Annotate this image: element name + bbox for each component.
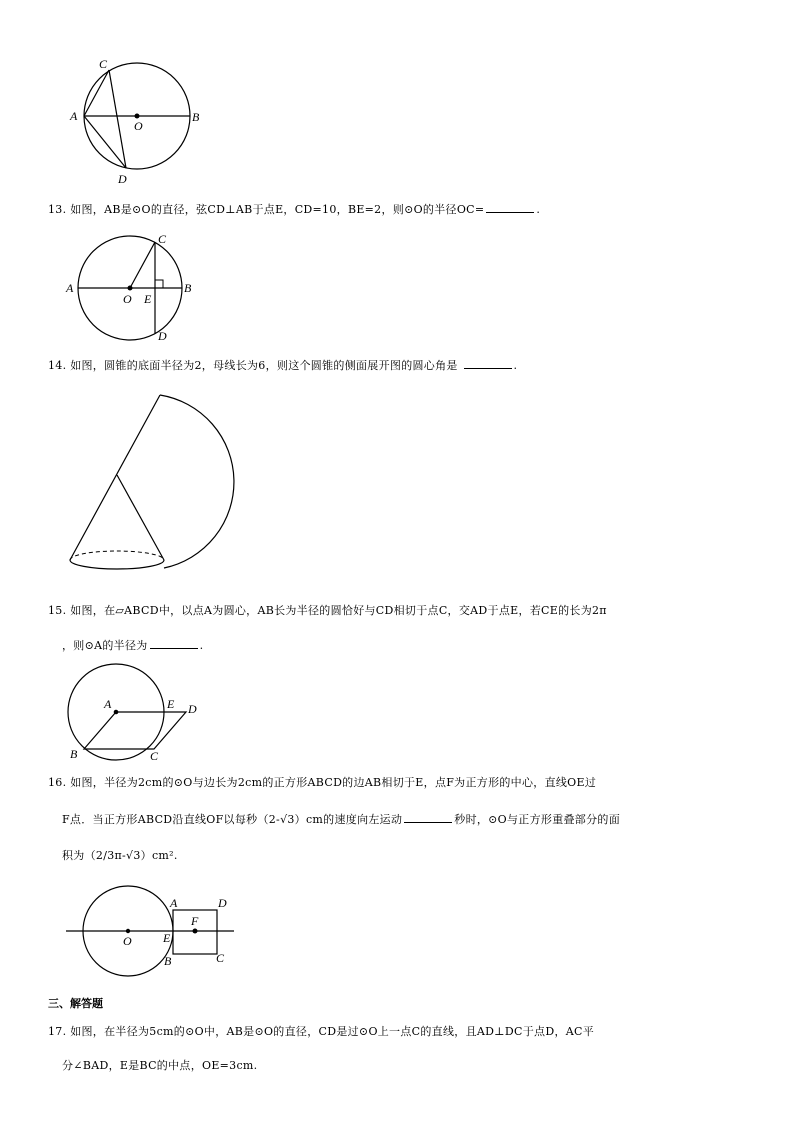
question-14: 14. 如图，圆锥的底面半径为2，母线长为6，则这个圆锥的侧面展开图的圆心角是 . [48,359,518,372]
cone-base-front [70,560,164,569]
question-number: 13. [48,203,67,216]
answer-blank[interactable] [464,358,512,369]
label-a: A [170,896,178,910]
label-d: D [218,896,227,910]
cone-base-back [70,551,164,560]
question-text: 如图，圆锥的底面半径为2，母线长为6，则这个圆锥的侧面展开图的圆心角是 [70,359,458,372]
label-d: D [118,172,127,186]
label-a: A [70,109,78,123]
question-text: 如图，在半径为5cm的⊙O中，AB是⊙O的直径，CD是过⊙O上一点C的直线，且AD⊥DC于点D，AC平 [70,1025,594,1038]
label-a: A [66,281,74,295]
label-f: F [191,914,199,928]
question-number: 17. [48,1025,67,1038]
label-b: B [70,747,78,761]
label-b: B [192,110,200,124]
label-o: O [123,934,132,948]
parallelogram-abcd [84,712,186,749]
right-angle-mark [155,280,163,288]
label-e: E [144,292,152,306]
label-d: D [188,702,197,716]
cone-slant [117,475,164,560]
label-b: B [184,281,192,295]
label-o: O [134,119,143,133]
question-text: 如图，在▱ABCD中，以点A为圆心，AB长为半径的圆恰好与CD相切于点C，交AD于点E，若CE的长为2π [70,604,607,617]
radius-oc [130,242,155,288]
figure-q15 [60,660,210,765]
label-c: C [150,749,159,763]
label-d: D [158,329,167,343]
figure-q16 [60,885,250,985]
answer-blank[interactable] [486,202,534,213]
label-o: O [123,292,132,306]
answer-blank[interactable] [404,812,452,823]
question-17-line2: 分∠BAD，E是BC的中点，OE=3cm. [62,1059,258,1072]
label-c: C [158,232,167,246]
question-number: 15. [48,604,67,617]
label-b: B [164,954,172,968]
question-15 [48,603,607,619]
center-point [135,114,140,119]
question-number: 14. [48,359,67,372]
section-heading: 三、解答题 [48,997,103,1010]
figure-q13 [60,230,220,345]
label-a: A [104,697,112,711]
question-15-line2: ，则⊙A的半径为 . [62,639,204,652]
question-16-line3: 积为（2/3π-√3）cm². [62,849,178,862]
label-c: C [216,951,225,965]
question-17 [48,1024,594,1040]
figure-q12 [60,55,220,190]
figure-q14-cone [60,390,230,580]
label-c: C [99,57,108,71]
question-13: 13. 如图，AB是⊙O的直径，弦CD⊥AB于点E，CD=10，BE=2，则⊙O的半径OC= . [48,203,541,216]
question-16 [48,775,596,791]
answer-blank[interactable] [150,638,198,649]
sector-arc [160,395,234,568]
label-e: E [163,931,171,945]
sector-edge [70,395,160,560]
question-text: 如图，AB是⊙O的直径，弦CD⊥AB于点E，CD=10，BE=2，则⊙O的半径OC= [70,203,485,216]
label-e: E [167,697,175,711]
question-text: 如图，半径为2cm的⊙O与边长为2cm的正方形ABCD的边AB相切于E，点F为正方形的中心，直线OE过 [70,776,597,789]
question-number: 16. [48,776,67,789]
question-16-line2: F点．当正方形ABCD沿直线OF以每秒（2-√3）cm的速度向左运动 秒时，⊙O与正方形重叠部分的面 [62,813,620,826]
